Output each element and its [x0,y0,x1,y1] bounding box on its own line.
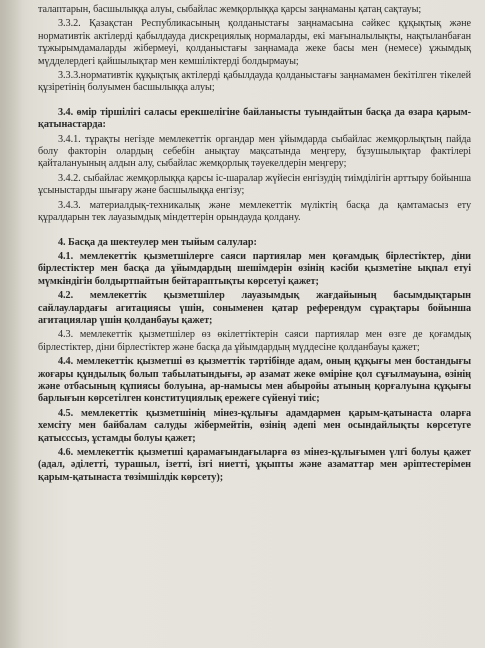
paragraph-4-5: 4.5. мемлекеттік қызметшінің мінез-құлығы адамдармен қарым-қатынаста оларға хемсіту мен байбалам салуды жібермейтін, өзінің әдепі мен осындайлықты көрсетуге қатысссыз, ұстамды болуы қажет; [38,407,471,444]
paragraph-3-3-3: 3.3.3.нормативтік құқықтық актілерді қабылдауда қолданыстағы заңнамамен бекітілген тікелей құзіретінің болуымен басшылыққа алуы; [38,70,471,94]
section-4-heading: 4. Басқа да шектеулер мен тыйым салулар: [58,236,257,248]
paragraph-3-4-1: 3.4.1. тұрақты негізде мемлекеттік органдар мен ұйымдарда сыбайлас жемқорлықтың пайда болу факторін олардың себебін анықтау мақсатында меңгеру, бұзушылықтар фактілері қайталануының алдын алу, сыбайлас жемқорлық тәуекелдерін меңгеру; [38,133,471,170]
paragraph-3-3-1-continuation: талаптарын, басшылыққа алуы, сыбайлас жемқорлыққа қарсы заңнаманы қатаң сақтауы; [38,4,422,15]
paragraph-3-3-2: 3.3.2. Қазақстан Республикасының қолданыстағы заңнамасына сәйкес құқықтық және нормативтік актілерді қабылдауда дискрециялық нормаларды, екі мағыналылықты, нақтыланбаған тұжырымдамаларды жібермеуі, қолданыстағы заңнамада жеке басы мен (немесе) ұжымдық мүдделердегі қайшылықтар мен кемшіліктерді болдырмауы; [38,18,471,67]
paragraph-4-3: 4.3. мемлекеттік қызметшілер өз өкілеттіктерін саяси партиялар мен өзге де қоғамдық бірлестіктер, діни бірлестіктер және басқа да ұйымдардың мүддесіне қолданбауы қажет; [38,329,471,353]
paragraph-4-4: 4.4. мемлекеттік қызметші өз қызметтік тәртібінде адам, оның құқығы мен бостандығы жоғары құндылық болып табылатындығы, әр азамат жеке өміріне қол сұғылмауына, өзінің және отбасының құпиясы болуына, ар-намысы мен абыройы атының қорғалуына құқығы барлығын көрсетілген конституциялық ережеге сүйенуі тиіс; [38,356,471,405]
paragraph-4-2: 4.2. мемлекеттік қызметшілер лауазымдық жағдайының басымдықтарын сайлаулардағы агитациясы үшін, соныменен қатар референдум сұрақтары бойынша агитациялар үшін қолданбауы қажет; [38,290,471,326]
section-3-4-heading: 3.4. өмір тіршілігі саласы ерекшелігіне байланысты туындайтын басқа да өзара қарым-қатынастарда: [38,106,471,131]
paragraph-3-4-2: 3.4.2. сыбайлас жемқорлыққа қарсы іс-шаралар жүйесін енгізудің тиімділігін арттыру бойынша ұсыныстарды шығару және басшылыққа енгізу; [38,172,471,197]
page-shadow-edge [0,0,22,648]
paragraph-3-4-3: 3.4.3. материалдық-техникалық және мемлекеттік мүліктің басқа да қамтамасыз ету құралдарын тек лауазымдық міндеттерін орындауда қолдану. [38,199,471,224]
paragraph-4-6: 4.6. мемлекеттік қызметші қарамағындағыларға өз мінез-құлығымен үлгі болуы қажет (адал, әділетті, турашыл, ізетті, ізгі ниетті, ұқыпты және азаматтар мен әріптестерімен қарым-қатынаста төзімшілдік көрсету); [38,447,471,483]
paragraph-4-1: 4.1. мемлекеттік қызметшілерге саяси партиялар мен қоғамдық бірлестіктер, діни бірлестіктер мен басқа да ұйымдардың шешімдерін өзінің кәсіби қызметіне ықпал етуі мүмкіндігін болдыртпайтын бейтараптықты көрсетуі қажет; [38,250,471,287]
